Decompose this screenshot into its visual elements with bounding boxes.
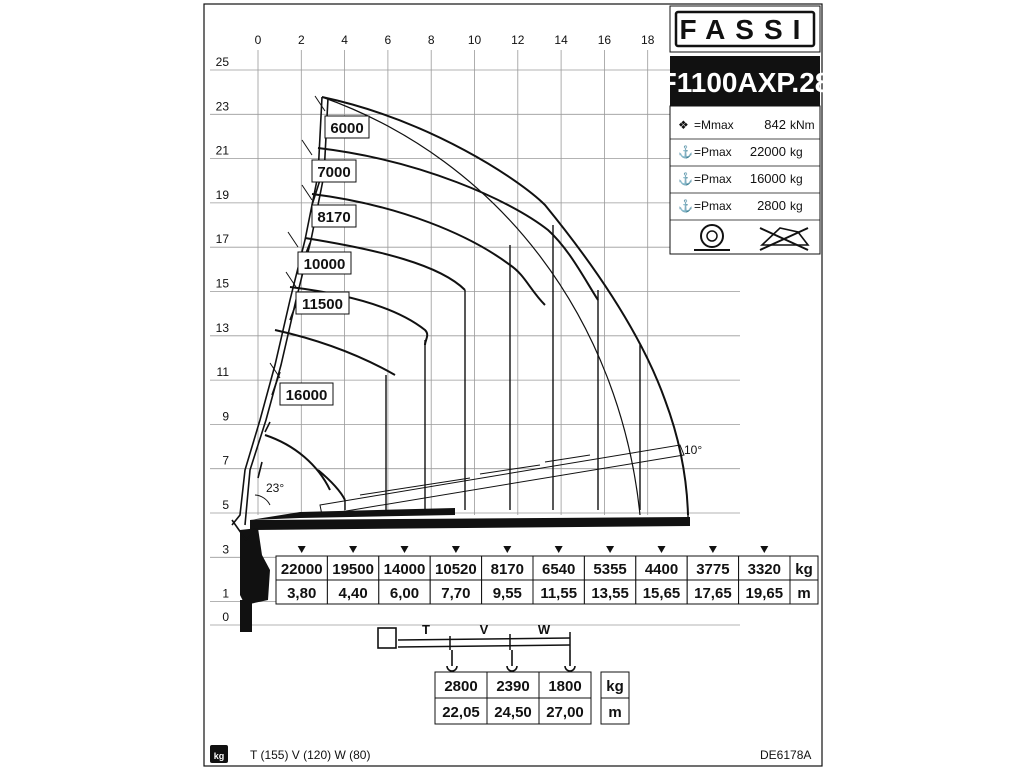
jib-section-label: T [422,622,430,637]
load-label: 7000 [317,164,351,181]
pointer-arrow [452,546,460,553]
y-tick-label: 21 [215,143,229,158]
angle-arc-lower [255,495,270,505]
y-tick-label: 9 [222,409,229,424]
x-tick-label: 18 [641,33,655,47]
pointer-arrow [606,546,614,553]
spec-unit: kg [790,145,803,159]
load-value: 6540 [542,561,576,578]
jib-weights: T (155) V (120) W (80) [250,748,371,762]
pointer-arrow [401,546,409,553]
jib-load-unit: kg [606,678,624,695]
hook-icon [565,650,575,671]
radius-value: 3,80 [287,585,317,602]
moment-icon: ❖ [678,118,689,132]
load-label: 10000 [303,256,346,273]
x-tick-label: 12 [511,33,525,47]
pointer-arrow [709,546,717,553]
grid [210,50,740,625]
curve-16000 [275,330,395,375]
radius-value: 11,55 [540,585,578,602]
hook-icon: ⚓ [678,145,693,159]
load-value: 3320 [747,561,781,578]
curve-inner-b [318,470,345,500]
model-name: F1100AXP.28 [659,67,831,98]
load-unit: kg [795,561,813,578]
jib-load-table [435,672,629,724]
radius-value: 13,55 [591,585,629,602]
cab-icon [378,628,396,648]
load-value: 14000 [383,561,426,578]
jib-radius-unit: m [608,704,622,721]
load-table [276,546,818,604]
extended-boom [250,445,690,530]
label-leader [288,232,298,247]
spec-value: 842 [764,117,786,132]
footer [210,745,811,763]
radius-unit: m [797,585,811,602]
load-label: 8170 [317,209,351,226]
jib-section-labels [422,622,551,637]
load-value: 4400 [644,561,679,578]
x-tick-label: 14 [554,33,568,47]
radius-value: 15,65 [642,585,681,602]
radius-value: 7,70 [441,585,471,602]
hook-icon [507,650,517,671]
load-label: 16000 [285,387,328,404]
label-leader [302,185,312,200]
load-value: 19500 [332,561,374,578]
y-tick-label: 5 [222,498,229,512]
curve-7000 [318,148,598,300]
x-tick-label: 0 [254,33,262,47]
pointer-arrow [658,546,666,553]
y-tick-label: 11 [216,365,229,380]
spec-unit: kNm [790,118,815,132]
y-tick-label: 13 [215,320,229,335]
radius-value: 19,65 [745,585,784,602]
spec-label: =Mmax [694,118,734,132]
hook-icon [447,650,457,671]
svg-text:kg: kg [213,751,225,761]
jib-load-value: 2390 [496,678,530,695]
spec-value: 22000 [749,144,786,159]
y-tick-label: 1 [222,586,229,601]
radius-value: 9,55 [492,585,522,602]
pointer-arrow [503,546,511,553]
y-axis-ticks [216,55,230,624]
y-tick-label: 3 [222,542,229,557]
radius-value: 6,00 [389,585,420,602]
jib-diagram [378,622,575,671]
x-tick-label: 6 [384,33,392,47]
load-value: 5355 [593,561,627,578]
y-tick-label: 19 [215,187,229,202]
spec-label: =Pmax [694,199,732,213]
spec-label: =Pmax [694,145,732,159]
spec-unit: kg [790,199,803,213]
y-tick-label: 25 [215,55,229,69]
x-axis-ticks [255,33,655,47]
x-tick-label: 16 [597,33,612,47]
jib-radius-value: 27,00 [546,704,584,721]
brand-logo: FASSI [679,14,811,45]
diagram-code: DE6178A [760,748,812,762]
jib-section-label: V [479,622,489,637]
hook-icon: ⚓ [678,172,693,186]
pointer-arrow [298,546,306,553]
spec-label: =Pmax [694,172,732,186]
load-value: 22000 [280,561,323,578]
pointer-arrow [760,546,768,553]
y-tick-label: 15 [215,276,229,291]
jib-load-value: 2800 [444,678,478,695]
jib-section-label: W [537,622,551,637]
spec-unit: kg [790,172,803,186]
y-tick-label: 23 [215,99,229,114]
load-value: 3775 [696,561,730,578]
jib-radius-value: 22,05 [442,704,480,721]
boom-base [250,517,690,530]
pointer-arrow [349,546,357,553]
x-tick-label: 2 [297,33,305,47]
label-leader [302,140,312,155]
x-tick-label: 10 [467,33,482,47]
crane-base [232,520,270,632]
y-tick-label: 0 [222,610,229,624]
load-value: 8170 [490,561,524,578]
x-tick-label: 4 [341,33,348,47]
pointer-arrow [555,546,563,553]
load-label: 6000 [330,120,364,137]
radius-value: 4,40 [338,585,368,602]
angle-label-lower: 23° [266,481,285,495]
y-tick-label: 7 [222,453,229,468]
spec-value: 16000 [749,171,786,186]
hook-icon: ⚓ [678,199,693,213]
jib-radius-value: 24,50 [494,704,532,721]
load-value: 10520 [435,561,477,578]
y-tick-label: 17 [215,232,229,247]
load-label: 11500 [302,296,343,313]
spec-value: 2800 [757,198,786,213]
header-panel [660,6,831,254]
jib-load-value: 1800 [548,678,582,695]
x-tick-label: 8 [427,33,435,47]
radius-value: 17,65 [694,585,732,602]
angle-label-upper: 10° [684,443,703,457]
